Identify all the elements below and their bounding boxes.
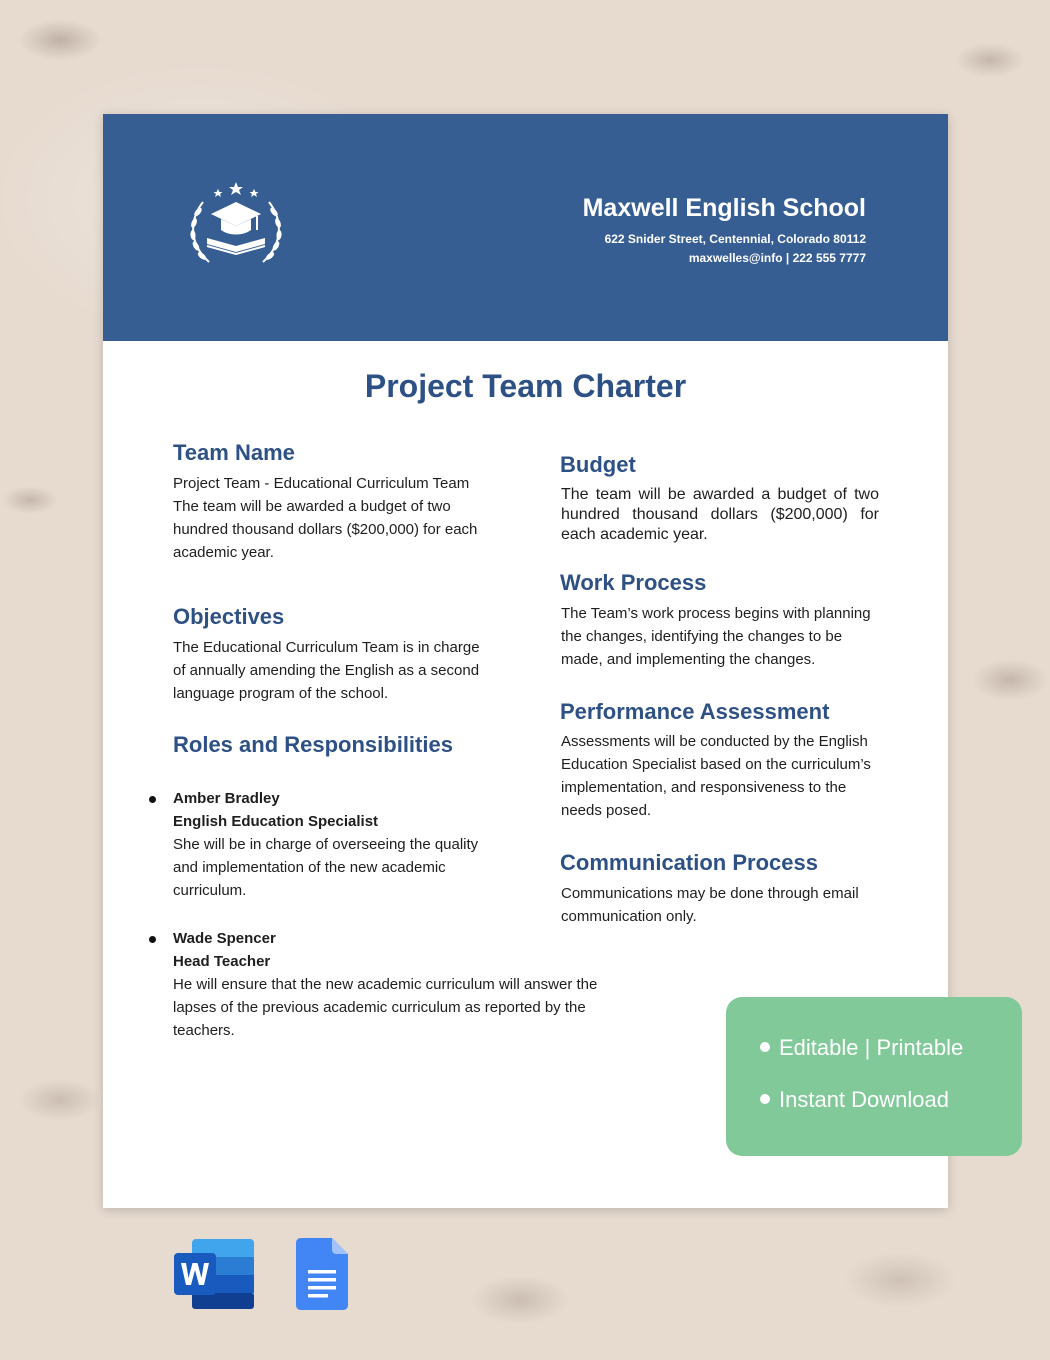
work-process-heading: Work Process	[560, 570, 707, 595]
communication-heading: Communication Process	[560, 850, 818, 875]
objectives-heading: Objectives	[173, 604, 285, 629]
school-address: 622 Snider Street, Centennial, Colorado 80112	[604, 232, 866, 246]
person-desc-line-3: teachers.	[173, 1022, 235, 1039]
document-header	[103, 114, 948, 341]
work-process-line-2: the changes, identifying the changes to be	[561, 628, 843, 645]
roles-heading: Roles and Responsibilities	[173, 732, 453, 757]
team-name-line-1: Project Team - Educational Curriculum Team	[173, 475, 470, 492]
person-desc-line-3: curriculum.	[173, 882, 247, 899]
person-name: Wade Spencer	[173, 930, 276, 947]
bullet	[149, 796, 156, 803]
badge-item-editable: Editable | Printable	[760, 1035, 963, 1061]
bullet	[149, 936, 156, 943]
feature-badge	[726, 997, 1022, 1156]
school-name: Maxwell English School	[582, 194, 866, 222]
budget-text: The team will be awarded a budget of two hundred thousand dollars ($200,000) for each academic year.	[561, 486, 879, 543]
bullet-dot-icon	[760, 1042, 770, 1052]
performance-line-4: needs posed.	[561, 802, 652, 819]
team-name-line-4: academic year.	[173, 544, 274, 561]
team-name-line-2: The team will be awarded a budget of two	[173, 498, 451, 515]
document-title: Project Team Charter	[364, 368, 687, 404]
performance-heading: Performance Assessment	[560, 699, 830, 724]
work-process-line-3: made, and implementing the changes.	[561, 651, 816, 668]
team-name-heading: Team Name	[173, 440, 295, 465]
objectives-line-1: The Educational Curriculum Team is in charge	[173, 639, 480, 656]
school-contact: maxwelles@info | 222 555 7777	[688, 251, 866, 265]
bullet-dot-icon	[760, 1094, 770, 1104]
microsoft-word-icon[interactable]	[172, 1237, 256, 1311]
person-desc-line-2: lapses of the previous academic curriculum as reported by the	[173, 999, 586, 1016]
badge-item-download: Instant Download	[760, 1087, 949, 1113]
budget-heading: Budget	[560, 452, 636, 477]
google-docs-icon[interactable]	[296, 1238, 348, 1310]
person-desc-line-2: and implementation of the new academic	[173, 859, 446, 876]
work-process-line-1: The Team’s work process begins with planning	[561, 605, 871, 622]
communication-line-1: Communications may be done through email	[561, 885, 859, 902]
graduation-cap-laurel-icon	[181, 180, 291, 274]
team-name-line-3: hundred thousand dollars ($200,000) for each	[173, 521, 478, 538]
person-name: Amber Bradley	[173, 790, 280, 807]
person-role: Head Teacher	[173, 953, 271, 970]
performance-line-3: implementation, and responsiveness to the	[561, 779, 847, 796]
person-role: English Education Specialist	[173, 813, 379, 830]
person-desc-line-1: She will be in charge of overseeing the quality	[173, 836, 479, 853]
objectives-line-3: language program of the school.	[173, 685, 389, 702]
objectives-line-2: of annually amending the English as a second	[173, 662, 480, 679]
communication-line-2: communication only.	[561, 908, 697, 925]
performance-line-1: Assessments will be conducted by the English	[561, 733, 868, 750]
person-desc-line-1: He will ensure that the new academic curriculum will answer the	[173, 976, 598, 993]
performance-line-2: Education Specialist based on the curriculum’s	[561, 756, 871, 773]
